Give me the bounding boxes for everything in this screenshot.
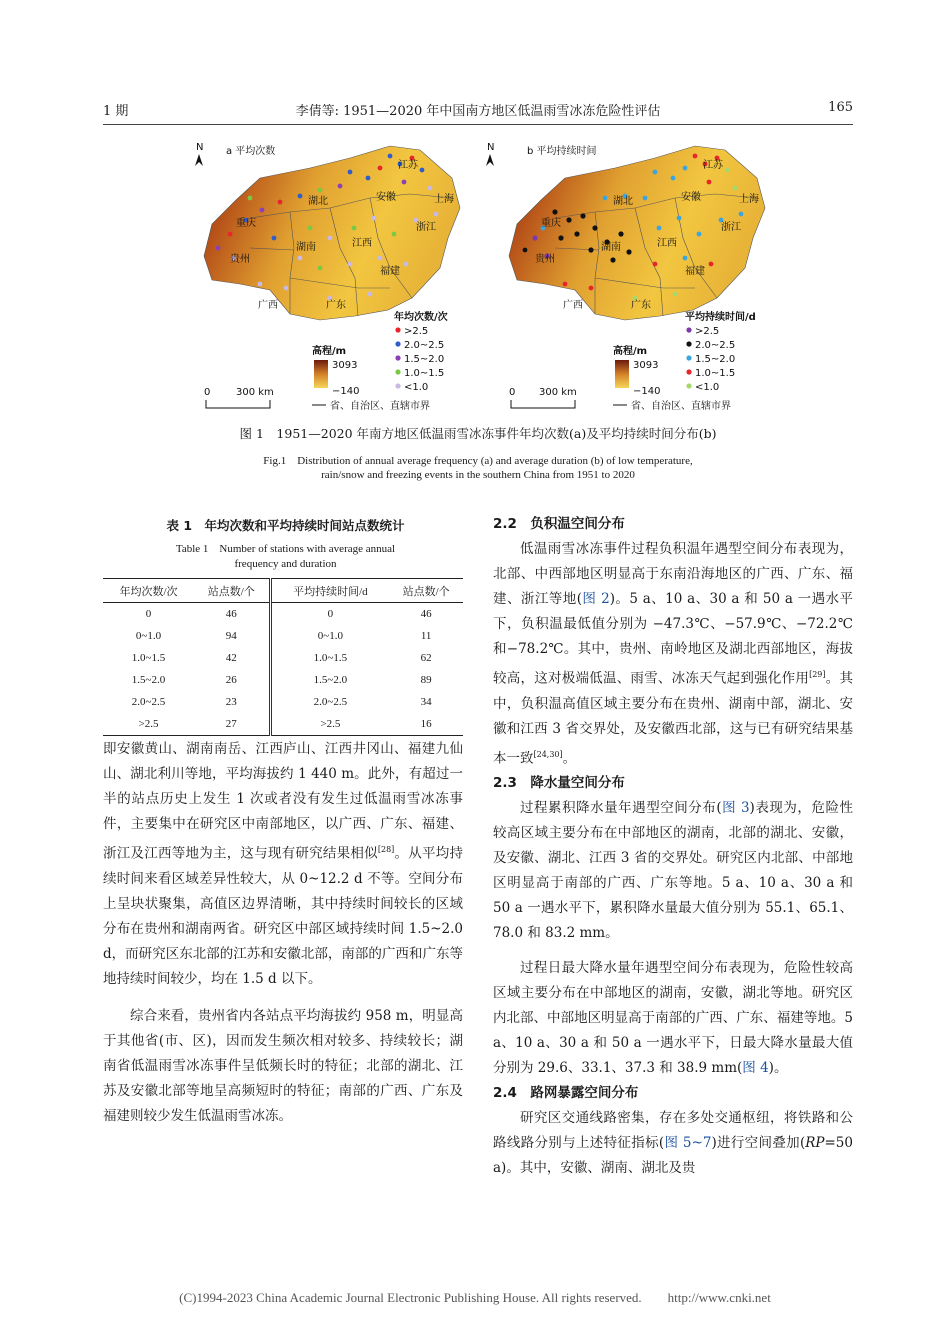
svg-text:省、自治区、直辖市界: 省、自治区、直辖市界 [330, 401, 430, 412]
table-header-row [103, 579, 463, 603]
table-header: 平均持续时间/d [270, 579, 389, 603]
svg-text:贵州: 贵州 [535, 254, 555, 265]
table-row: 2.0~2.5 23 2.0~2.5 34 [103, 691, 463, 713]
svg-text:重庆: 重庆 [236, 218, 256, 229]
svg-text:2.0~2.5: 2.0~2.5 [695, 340, 736, 351]
svg-text:3093: 3093 [633, 360, 659, 371]
svg-text:安徽: 安徽 [681, 192, 701, 203]
table-row: 1.5~2.0 26 1.5~2.0 89 [103, 669, 463, 691]
svg-text:浙江: 浙江 [721, 222, 741, 233]
legend-a [394, 310, 448, 393]
svg-text:福建: 福建 [685, 266, 705, 277]
paragraph: 过程日最大降水量年遇型空间分布表现为，危险性较高区域主要分布在中部地区的湖南，安徽，湖北等地。研究区内北部、中部地区明显高于南部的广西、广东、福建等地。5 a、10 a、30 a 和 50 a 一遇水平下，日最大降水量最大值分别为 29.6、33.1、37.3 和 38.9 mm(图 4)。 [493, 960, 853, 1076]
figure-link[interactable]: 图 5~7 [664, 1135, 712, 1151]
elevation-legend-a [312, 344, 359, 397]
svg-text:湖北: 湖北 [308, 196, 328, 207]
svg-text:湖南: 湖南 [296, 242, 316, 253]
figure-caption-en-2: rain/snow and freezing events in the southern China from 1951 to 2020 [321, 469, 635, 481]
map-b [487, 138, 775, 416]
svg-text:安徽: 安徽 [376, 192, 396, 203]
svg-text:湖北: 湖北 [613, 196, 633, 207]
svg-text:0: 0 [509, 387, 516, 398]
svg-text:福建: 福建 [380, 266, 400, 277]
svg-text:−140: −140 [633, 386, 661, 397]
table-row: >2.5 27 >2.5 16 [103, 713, 463, 736]
paragraph: 即安徽黄山、湖南南岳、江西庐山、江西井冈山、福建九仙山、湖北利川等地，平均海拔约 1 440 m。此外，有超过一半的站点历史上发生 1 次或者没有发生过低温雨雪冰冻事件，主要集中在研究区中南部地区，以广西、广东、福建、浙江及江西等地为主，这与现有研究结果相似[28]。从平均持续时间来看区域差异性较大，从 0~12.2 d 不等。空间分布上呈块状聚集，高值区边界清晰，其中持续时间较长的区域分布在贵州和湖南两省。研究区中部区域持续时间 1.5~2.0 d，而研究区东北部的江苏和安徽北部，南部的广西和广东等地持续时间较少，均在 1.5 d 以下。 [103, 741, 464, 987]
section-heading-2-3: 2.3 降水量空间分布 [493, 775, 625, 791]
svg-text:<1.0: <1.0 [695, 382, 720, 393]
section-heading-2-2: 2.2 负积温空间分布 [493, 516, 625, 532]
figure-link[interactable]: 图 4 [742, 1060, 769, 1076]
paragraph: 研究区交通线路密集，存在多处交通枢纽，将铁路和公路线路分别与上述特征指标(图 5~7)进行空间叠加(RP=50 a)。其中，安徽、湖南、湖北及贵 [493, 1110, 853, 1176]
svg-text:2.0~2.5: 2.0~2.5 [404, 340, 445, 351]
north-label: N [196, 142, 204, 153]
north-arrow-icon [195, 154, 203, 166]
svg-text:<1.0: <1.0 [404, 382, 429, 393]
paragraph: 过程累积降水量年遇型空间分布(图 3)表现为，危险性较高区域主要分布在中部地区的湖南，北部的湖北、安徽，及安徽、湖北、江西 3 省的交界处。研究区内北部、中部地区明显高于南部的广西、广东等地。5 a、10 a、30 a 和 50 a 一遇水平下，累积降水量最大值分别为 55.1、65.1、78.0 和 83.2 mm。 [493, 800, 853, 941]
citation[interactable]: [29] [809, 670, 826, 679]
north-label: N [487, 142, 495, 153]
svg-text:高程/m: 高程/m [613, 346, 648, 357]
map-b-svg [487, 138, 775, 416]
svg-text:高程/m: 高程/m [312, 346, 347, 357]
map-b-title: b 平均持续时间 [527, 146, 597, 157]
table-title-en-1: Table 1 Number of stations with average annual [175, 543, 396, 555]
figure-caption-en-1: Fig.1 Distribution of annual average frequency (a) and average duration (b) of low temperature, [263, 455, 693, 467]
map-a-title: a 平均次数 [226, 146, 276, 157]
table-header: 站点数/个 [194, 579, 270, 603]
page-number: 165 [828, 100, 853, 115]
svg-text:省、自治区、直辖市界: 省、自治区、直辖市界 [631, 401, 731, 412]
svg-text:>2.5: >2.5 [695, 326, 720, 337]
stations-table [103, 578, 463, 736]
svg-text:300 km: 300 km [539, 387, 577, 398]
svg-text:重庆: 重庆 [541, 218, 561, 229]
svg-text:1.5~2.0: 1.5~2.0 [695, 354, 736, 365]
figure-caption-cn: 图 1 1951—2020 年南方地区低温雨雪冰冻事件年均次数(a)及平均持续时间分布(b) [239, 426, 717, 441]
table-row: 0~1.0 94 0~1.0 11 [103, 625, 463, 647]
citation[interactable]: [28] [377, 845, 395, 854]
elevation-legend-b [613, 344, 660, 397]
citation[interactable]: [24,30] [533, 749, 563, 759]
table-header: 站点数/个 [389, 579, 463, 603]
svg-text:江西: 江西 [657, 238, 677, 249]
figure-link[interactable]: 图 3 [721, 800, 750, 816]
svg-text:广西: 广西 [258, 300, 278, 311]
map-a [190, 138, 470, 416]
issue-number: 1 期 [103, 104, 129, 119]
figure-link[interactable]: 图 2 [581, 591, 610, 607]
table-row: 1.0~1.5 42 1.0~1.5 62 [103, 647, 463, 669]
svg-text:江苏: 江苏 [398, 160, 418, 171]
left-column [103, 737, 463, 1129]
svg-text:1.5~2.0: 1.5~2.0 [404, 354, 445, 365]
svg-text:江苏: 江苏 [703, 160, 723, 171]
table-row: 0 46 0 46 [103, 603, 463, 626]
north-arrow-icon [486, 154, 494, 166]
paragraph: 综合来看，贵州省内各站点平均海拔约 958 m，明显高于其他省(市、区)，因而发生频次相对较多、持续较长；湖南省低温雨雪冰冻事件呈低频长时的特征；北部的湖北、江苏及安徽北部等地呈高频短时的特征；南部的广西、广东及福建则较少发生低温雨雪冰冻。 [103, 1007, 463, 1124]
running-header [103, 100, 853, 122]
header-rule [103, 124, 853, 125]
svg-text:上海: 上海 [739, 194, 759, 205]
legend-b [685, 310, 756, 393]
svg-text:浙江: 浙江 [416, 222, 436, 233]
running-title: 李倩等: 1951—2020 年中国南方地区低温雨雪冰冻危险性评估 [295, 104, 661, 119]
svg-text:1.0~1.5: 1.0~1.5 [404, 368, 445, 379]
svg-text:>2.5: >2.5 [404, 326, 429, 337]
svg-text:平均持续时间/d: 平均持续时间/d [685, 312, 756, 323]
svg-text:广东: 广东 [631, 300, 651, 311]
map-a-svg [190, 138, 470, 416]
svg-text:3093: 3093 [332, 360, 358, 371]
section-heading-2-4: 2.4 路网暴露空间分布 [493, 1085, 639, 1101]
paragraph: 低温雨雪冰冻事件过程负积温年遇型空间分布表现为，北部、中西部地区明显高于东南沿海地区的广西、广东、福建、浙江等地(图 2)。5 a、10 a、30 a 和 50 a 一遇水平下，负积温最低值分别为 −47.3℃、−57.9℃、−72.2℃ 和−78.2℃。其中，贵州、南岭地区及湖北西部地区，海拔较高，这对极端低温、雨雪、冰冻天气起到强化作用[29]。其中，负积温高值区域主要分布在贵州、湖南中部，湖北、安徽和江西 3 省交界处，及安徽西北部，这与已有研究结果基本一致[24,30]。 [493, 541, 854, 766]
table-title-en-2: frequency and duration [234, 558, 337, 570]
svg-text:上海: 上海 [434, 194, 454, 205]
table-header: 年均次数/次 [103, 579, 194, 603]
scale-bar-a [204, 387, 430, 412]
svg-text:0: 0 [204, 387, 211, 398]
svg-text:年均次数/次: 年均次数/次 [394, 312, 448, 323]
svg-text:1.0~1.5: 1.0~1.5 [695, 368, 736, 379]
table-title: 表 1 年均次数和平均持续时间站点数统计 [166, 518, 405, 533]
copyright-footer: (C)1994-2023 China Academic Journal Electronic Publishing House. All rights reserved. http://www.cnki.net [179, 1290, 771, 1305]
svg-text:湖南: 湖南 [601, 242, 621, 253]
svg-text:300 km: 300 km [236, 387, 274, 398]
svg-text:江西: 江西 [352, 238, 372, 249]
svg-text:−140: −140 [332, 386, 360, 397]
right-column [493, 512, 853, 1181]
svg-text:广东: 广东 [326, 300, 346, 311]
svg-text:广西: 广西 [563, 300, 583, 311]
svg-text:贵州: 贵州 [230, 254, 250, 265]
